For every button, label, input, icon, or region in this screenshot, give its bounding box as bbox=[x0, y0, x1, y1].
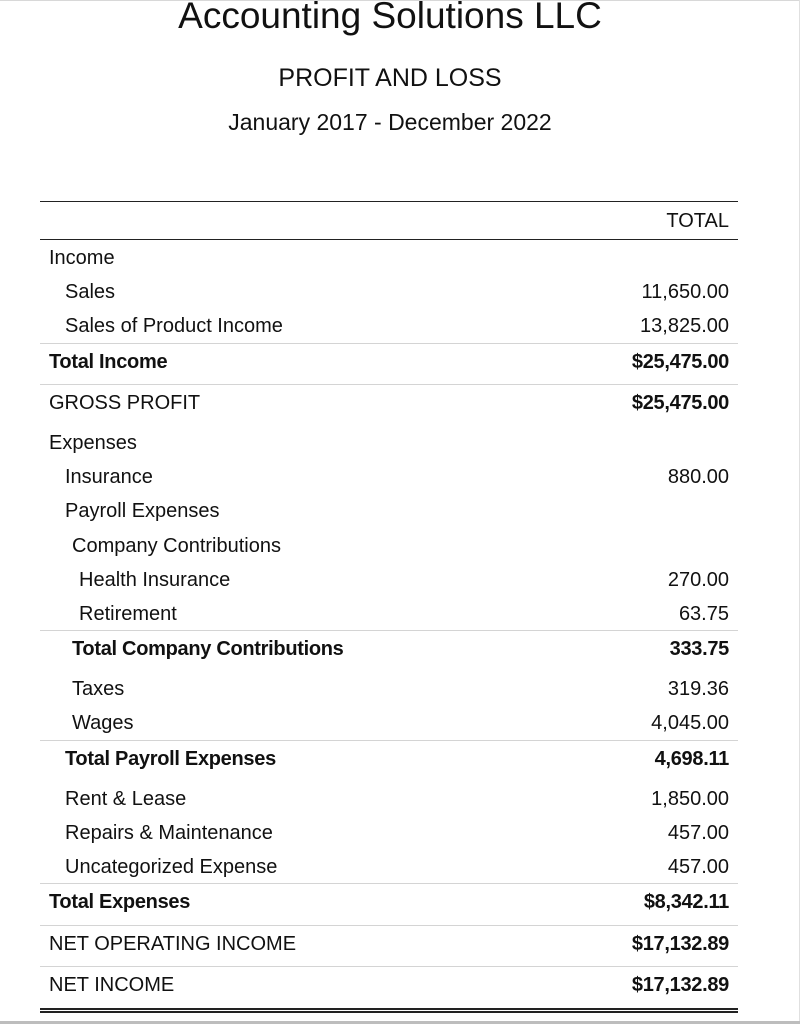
table-row bbox=[40, 308, 738, 342]
row-value: 11,650.00 bbox=[641, 281, 729, 304]
row-label: NET OPERATING INCOME bbox=[49, 932, 297, 955]
row-value: $8,342.11 bbox=[643, 891, 729, 914]
profit-loss-table bbox=[40, 201, 738, 1001]
row-value: 4,698.11 bbox=[654, 747, 729, 770]
row-value: 13,825.00 bbox=[640, 315, 729, 338]
total-column-header: TOTAL bbox=[666, 210, 729, 232]
row-value: 457.00 bbox=[667, 822, 729, 844]
table-row bbox=[40, 815, 738, 849]
row-label: Company Contributions bbox=[72, 534, 281, 557]
row-value: 1,850.00 bbox=[651, 787, 729, 810]
table-row bbox=[40, 925, 738, 960]
company-name: Accounting Solutions LLC bbox=[178, 0, 602, 36]
table-row bbox=[40, 596, 738, 630]
row-label: Retirement bbox=[79, 602, 177, 625]
row-label: Repairs & Maintenance bbox=[65, 822, 273, 844]
report-period: January 2017 - December 2022 bbox=[228, 109, 552, 135]
table-row bbox=[40, 240, 738, 274]
table-body bbox=[40, 240, 738, 1001]
row-label: Income bbox=[49, 247, 115, 269]
table-row bbox=[40, 493, 738, 527]
row-label: Expenses bbox=[49, 431, 137, 454]
table-row bbox=[40, 740, 738, 775]
row-label: Total Expenses bbox=[49, 891, 191, 914]
row-label: Wages bbox=[72, 712, 134, 735]
table-row bbox=[40, 459, 738, 493]
row-label: Total Company Contributions bbox=[72, 638, 344, 661]
row-label: Total Income bbox=[49, 350, 168, 373]
row-label: Rent & Lease bbox=[65, 787, 187, 810]
table-row bbox=[40, 781, 738, 815]
table-row bbox=[40, 343, 738, 378]
bottom-double-rule bbox=[40, 1008, 738, 1013]
table-row bbox=[40, 274, 738, 308]
row-value: 457.00 bbox=[667, 856, 729, 879]
row-value: $25,475.00 bbox=[631, 391, 729, 414]
report-title: PROFIT AND LOSS bbox=[278, 64, 502, 92]
row-label: Sales of Product Income bbox=[65, 315, 283, 338]
table-header bbox=[40, 201, 738, 240]
table-row bbox=[40, 705, 738, 739]
row-label: GROSS PROFIT bbox=[49, 391, 201, 414]
row-label: NET INCOME bbox=[49, 973, 175, 996]
table-row bbox=[40, 883, 738, 918]
row-value: 333.75 bbox=[669, 638, 729, 661]
table-row bbox=[40, 425, 738, 459]
row-value: $17,132.89 bbox=[631, 973, 729, 996]
row-label: Payroll Expenses bbox=[65, 500, 220, 523]
row-value: 319.36 bbox=[667, 678, 729, 701]
table-row bbox=[40, 384, 738, 419]
row-label: Uncategorized Expense bbox=[65, 856, 278, 879]
row-label: Taxes bbox=[72, 678, 125, 701]
row-label: Insurance bbox=[65, 466, 153, 489]
row-value: $25,475.00 bbox=[631, 350, 729, 373]
row-value: 880.00 bbox=[667, 466, 729, 489]
table-row bbox=[40, 966, 738, 1001]
table-row bbox=[40, 671, 738, 705]
row-value: 63.75 bbox=[678, 602, 729, 625]
table-row bbox=[40, 630, 738, 665]
row-value: $17,132.89 bbox=[631, 932, 729, 955]
row-label: Sales bbox=[65, 281, 116, 304]
row-label: Total Payroll Expenses bbox=[65, 747, 276, 770]
row-value: 4,045.00 bbox=[651, 712, 729, 735]
row-label: Health Insurance bbox=[79, 568, 231, 591]
row-value: 270.00 bbox=[667, 568, 729, 591]
table-row bbox=[40, 528, 738, 562]
table-row bbox=[40, 562, 738, 596]
table-row bbox=[40, 849, 738, 883]
